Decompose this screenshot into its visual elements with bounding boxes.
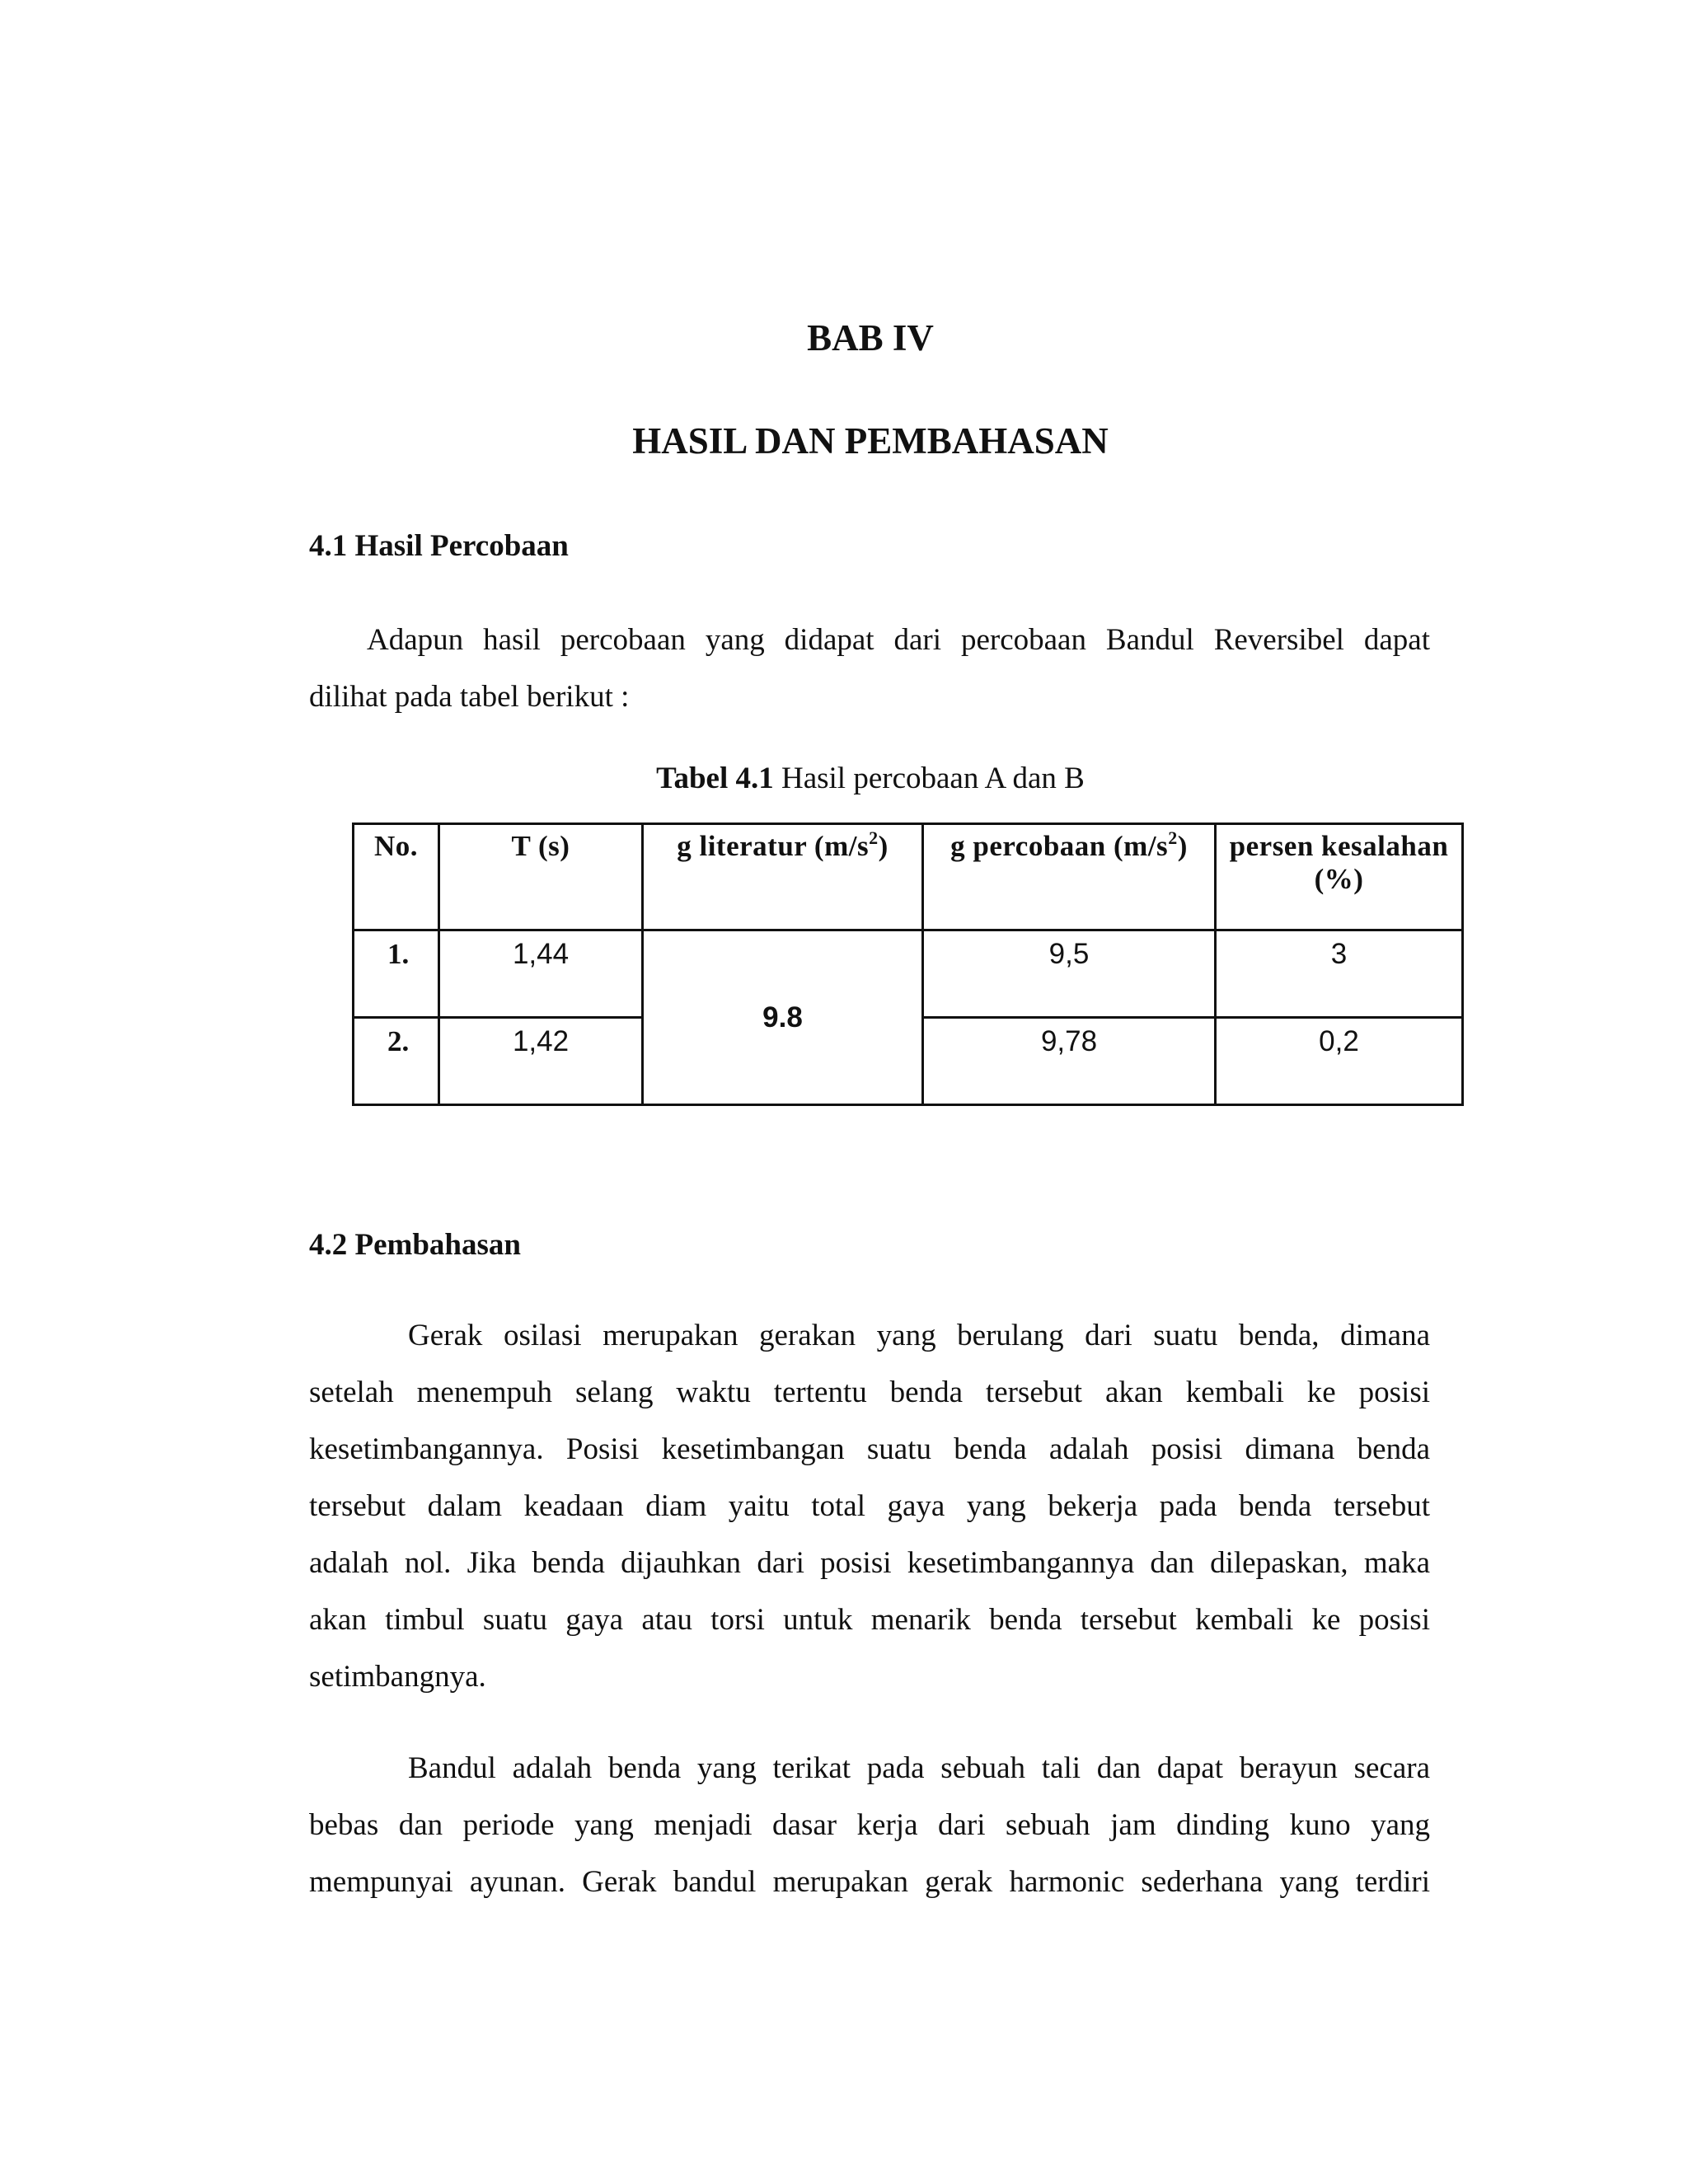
paragraph-line: akan timbul suatu gaya atau torsi untuk menarik benda tersebut kembali ke posisi xyxy=(309,1603,1430,1637)
paragraph-line: kesetimbangannya. Posisi kesetimbangan suatu benda adalah posisi dimana benda xyxy=(309,1432,1430,1466)
paragraph-line: setimbangnya. xyxy=(309,1660,486,1694)
intro-line: Adapun hasil percobaan yang didapat dari percobaan Bandul Reversibel dapat xyxy=(367,623,1430,657)
cell-period: 1,42 xyxy=(439,1018,643,1105)
table-header-row xyxy=(354,824,1463,930)
paragraph-line: adalah nol. Jika benda dijauhkan dari posisi kesetimbangannya dan dilepaskan, maka xyxy=(309,1546,1430,1580)
paragraph-line: mempunyai ayunan. Gerak bandul merupakan gerak harmonic sederhana yang terdiri xyxy=(309,1865,1430,1899)
cell-g-experiment: 9,5 xyxy=(923,930,1216,1018)
header-no: No. xyxy=(354,824,439,930)
paragraph-line: tersebut dalam keadaan diam yaitu total gaya yang bekerja pada benda tersebut xyxy=(309,1489,1430,1523)
cell-error: 0,2 xyxy=(1216,1018,1463,1105)
discussion-paragraph-1 xyxy=(309,1307,1430,1705)
intro-paragraph xyxy=(309,612,1430,725)
header-error-percent: persen kesalahan (%) xyxy=(1216,824,1463,930)
table-caption-text: Hasil percobaan A dan B xyxy=(773,762,1085,795)
cell-g-experiment: 9,78 xyxy=(923,1018,1216,1105)
paragraph-line: setelah menempuh selang waktu tertentu benda tersebut akan kembali ke posisi xyxy=(309,1376,1430,1409)
paragraph-line: bebas dan periode yang menjadi dasar kerja dari sebuah jam dinding kuno yang xyxy=(309,1808,1430,1842)
cell-g-literature: 9.8 xyxy=(643,930,923,1105)
table-row xyxy=(354,930,1463,1018)
paragraph-line: Gerak osilasi merupakan gerakan yang berulang dari suatu benda, dimana xyxy=(408,1319,1430,1352)
cell-no: 2. xyxy=(354,1018,439,1105)
cell-period: 1,44 xyxy=(439,930,643,1018)
table-caption xyxy=(0,758,1688,799)
header-g-literature: g literatur $(m/s^2)$ xyxy=(643,824,923,930)
table-caption-label: Tabel 4.1 xyxy=(656,762,774,795)
section-heading-hasil: 4.1 Hasil Percobaan xyxy=(309,529,569,563)
header-g-experiment: g percobaan $(m/s^2)$ xyxy=(923,824,1216,930)
discussion-paragraph-2 xyxy=(309,1740,1430,1910)
chapter-title: HASIL DAN PEMBAHASAN xyxy=(632,420,1109,462)
paragraph-line: Bandul adalah benda yang terikat pada sebuah tali dan dapat berayun secara xyxy=(408,1751,1430,1785)
chapter-number: BAB IV xyxy=(807,317,934,359)
results-table xyxy=(352,823,1464,1106)
section-heading-pembahasan: 4.2 Pembahasan xyxy=(309,1228,521,1262)
cell-no: 1. xyxy=(354,930,439,1018)
header-period: T (s) xyxy=(439,824,643,930)
intro-line: dilihat pada tabel berikut : xyxy=(309,680,630,714)
cell-error: 3 xyxy=(1216,930,1463,1018)
